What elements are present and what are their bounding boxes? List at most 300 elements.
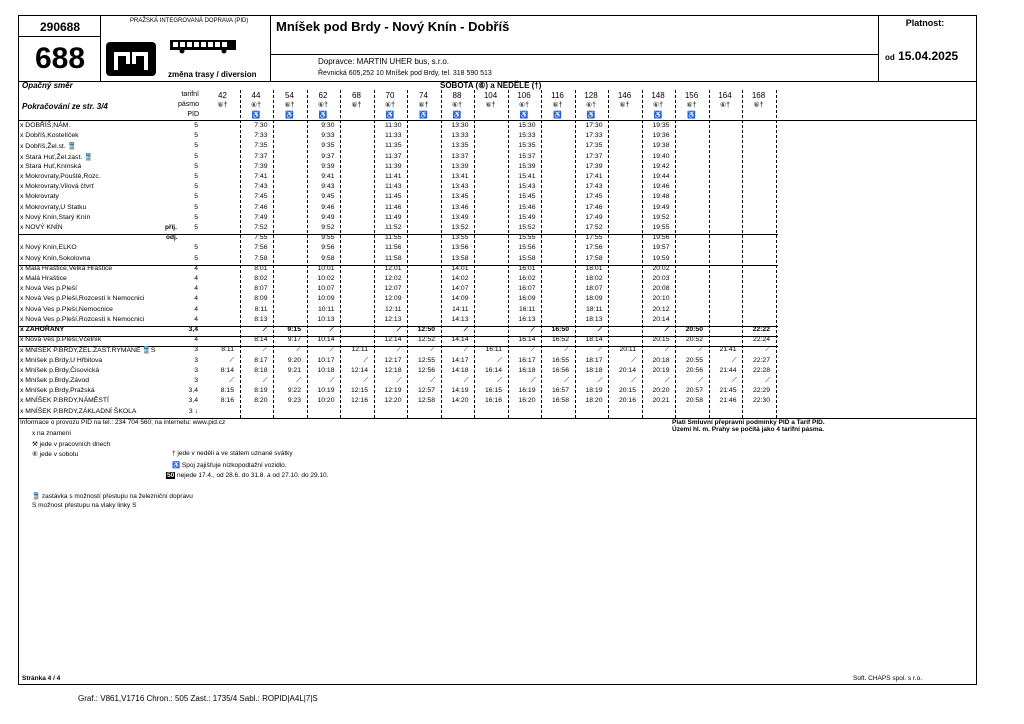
departure-time: 15:45 — [518, 193, 536, 201]
accessibility-icon: ♿ — [586, 112, 596, 119]
departure-time: ⟋ — [731, 377, 737, 384]
departure-time: 10:14 — [317, 336, 335, 344]
stop-zone: 3 — [194, 346, 198, 354]
stop-name: x Dobříš,Kostelíček — [20, 132, 79, 140]
departure-time: 9:39 — [321, 162, 335, 170]
stop-zone: 5 — [194, 224, 198, 231]
departure-time: 21:44 — [719, 366, 737, 374]
note-railway: 🚆 zastávka s možností přestupu na železniční dopravu — [32, 493, 193, 500]
departure-time: 15:30 — [518, 122, 536, 129]
departure-time: 20:08 — [652, 285, 670, 293]
departure-time: 9:33 — [321, 132, 335, 140]
stop-zone: 5 — [194, 122, 198, 129]
stop-zone: 3,4 — [188, 326, 198, 333]
departure-time: 9:56 — [321, 244, 335, 252]
departure-time: 14:20 — [451, 397, 469, 405]
departure-time: 12:11 — [384, 305, 402, 313]
pid-label: PID — [187, 111, 199, 118]
departure-time: 7:43 — [254, 183, 268, 191]
connection-days: ⑥† — [686, 102, 697, 109]
departure-time: 11:55 — [384, 234, 402, 242]
departure-time: 11:30 — [384, 122, 402, 129]
stop-zone: 3 ↓ — [188, 407, 198, 415]
departure-time: 18:19 — [585, 387, 603, 395]
departure-time: 22:30 — [752, 397, 770, 405]
departure-time: 15:58 — [518, 254, 536, 262]
departure-time: 20:10 — [652, 295, 670, 303]
departure-time: 20:52 — [685, 336, 703, 344]
departure-time: ⟋ — [262, 377, 268, 384]
departure-time: 19:48 — [652, 193, 670, 201]
departure-time: 9:41 — [321, 173, 335, 180]
days-title: SOBOTA (⑥) a NEDĚLE (†) — [440, 81, 542, 90]
departure-time: 8:18 — [254, 366, 268, 374]
line-code: 290688 — [39, 20, 81, 34]
departure-time: 15:37 — [518, 152, 536, 160]
departure-time: 9:23 — [287, 397, 301, 405]
connection-number: 68 — [352, 91, 361, 100]
departure-time: ⟋ — [463, 326, 469, 333]
departure-time: ⟋ — [564, 346, 569, 354]
departure-time: 15:49 — [518, 213, 536, 221]
departure-time: ⟋ — [463, 346, 469, 354]
departure-time: 13:46 — [451, 203, 469, 211]
connection-number: 106 — [517, 91, 531, 100]
departure-time: 15:56 — [518, 244, 536, 252]
departure-time: 9:37 — [321, 152, 335, 160]
departure-time: ⟋ — [765, 377, 770, 384]
departure-time: 10:07 — [317, 285, 335, 293]
divider — [100, 15, 101, 81]
connection-days: ⑥† — [351, 102, 362, 109]
departure-time: ⟋ — [396, 377, 402, 384]
departure-time: 10:17 — [317, 356, 335, 364]
departure-time: ⟋ — [597, 326, 603, 333]
departure-time: 7:41 — [254, 173, 268, 180]
departure-time: 17:49 — [585, 213, 603, 221]
departure-time: 12:57 — [417, 387, 435, 395]
departure-time: 16:19 — [518, 387, 536, 395]
departure-time: 12:11 — [351, 346, 368, 354]
connection-number: 164 — [718, 91, 732, 100]
accessibility-icon: ♿ — [519, 112, 529, 119]
departure-time: 9:52 — [321, 224, 335, 231]
pid-logo — [106, 42, 156, 76]
connection-number: 62 — [318, 91, 328, 100]
departure-time: 19:46 — [652, 183, 670, 191]
departure-time: 20:21 — [652, 397, 670, 405]
departure-time: 12:20 — [384, 397, 402, 405]
departure-time: 19:57 — [652, 244, 670, 252]
departure-time: 20:14 — [618, 366, 636, 374]
stop-name: x MNÍŠEK P.BRDY,ZÁKLADNÍ ŠKOLA — [20, 407, 137, 415]
departure-time: ⟋ — [497, 356, 502, 364]
stop-zone: 5 — [194, 132, 198, 140]
departure-time: 14:02 — [451, 275, 469, 282]
tariff-label: tarifní — [181, 91, 199, 98]
departure-time: ⟋ — [698, 346, 703, 354]
connection-days: ⑥† — [552, 102, 563, 109]
stop-zone: 5 — [194, 162, 198, 170]
carrier: Dopravce: MARTIN UHER bus, s.r.o. — [318, 57, 449, 66]
stop-zone: 3,4 — [188, 387, 198, 395]
departure-time: 9:55 — [321, 234, 335, 242]
departure-time: 12:52 — [417, 336, 435, 344]
connection-days: ⑥† — [217, 102, 228, 109]
departure-time: 15:43 — [518, 183, 536, 191]
departure-time: 22:24 — [752, 336, 770, 344]
departure-time: 13:55 — [451, 234, 469, 242]
stop-zone: 5 — [194, 142, 198, 150]
stop-name: x Nová Ves p.Pleší,Včelník — [20, 336, 102, 344]
stop-name: x Nová Ves p.Pleší,Rozcestí k Nemocnici — [20, 315, 145, 323]
departure-time: 11:37 — [384, 152, 402, 160]
departure-time: 15:39 — [518, 162, 536, 170]
departure-time: ⟋ — [530, 326, 536, 333]
departure-time: 16:15 — [484, 387, 502, 395]
connection-number: 44 — [251, 91, 261, 100]
departure-time: 8:11 — [221, 346, 234, 354]
departure-time: 8:07 — [254, 285, 268, 293]
departure-time: 12:17 — [384, 356, 402, 364]
departure-time: ⟋ — [396, 326, 402, 333]
departure-time: ⟋ — [296, 346, 301, 354]
departure-time: 10:02 — [317, 275, 335, 282]
departure-time: ⟋ — [329, 346, 335, 354]
stop-name: x NOVÝ KNÍN — [20, 224, 63, 231]
departure-time: ⟋ — [564, 377, 569, 384]
departure-time: 11:43 — [384, 183, 402, 191]
departure-time: 20:02 — [652, 264, 670, 272]
departure-time: 19:55 — [652, 224, 670, 231]
departure-time: 13:41 — [451, 173, 469, 180]
departure-time: 14:17 — [451, 356, 469, 364]
departure-time: ⟋ — [430, 377, 435, 384]
departure-time: 17:58 — [585, 254, 603, 262]
stop-zone: 4 — [194, 285, 198, 293]
accessibility-icon: ♿ — [385, 112, 395, 119]
departure-time: ⟋ — [430, 346, 435, 354]
departure-time: 16:14 — [518, 336, 536, 344]
departure-time: 12:07 — [384, 285, 402, 293]
departure-time: 17:39 — [585, 162, 603, 170]
departure-time: 7:35 — [254, 142, 268, 150]
accessibility-icon: ♿ — [251, 112, 261, 119]
departure-time: 13:33 — [451, 132, 469, 140]
stop-name: x Mokrovraty — [20, 193, 59, 201]
connection-days: ⑥† — [250, 102, 262, 109]
departure-time: 7:37 — [254, 152, 268, 160]
departure-time: ⟋ — [363, 377, 368, 384]
stop-name: x Nový Knín,Starý Knín — [20, 213, 91, 221]
departure-time: 10:09 — [317, 295, 335, 303]
connection-number: 148 — [651, 91, 665, 100]
departure-time: 18:18 — [585, 366, 603, 374]
validity-date: 15.04.2025 — [898, 49, 959, 63]
departure-time: ⟋ — [363, 356, 368, 364]
departure-time: 22:27 — [752, 356, 770, 364]
departure-time: ⟋ — [497, 377, 502, 384]
provider-name: PRAŽSKÁ INTEGROVANÁ DOPRAVA (PID) — [130, 18, 249, 24]
departure-time: 20:16 — [618, 397, 636, 405]
departure-time: 22:22 — [752, 326, 770, 333]
note-conditions: Platí Smluvní přepravní podmínky PID a Tarif PID. — [672, 419, 825, 426]
departure-time: 16:55 — [551, 356, 569, 364]
departure-time: 11:46 — [384, 203, 402, 211]
departure-time: 19:42 — [652, 162, 670, 170]
departure-time: 9:46 — [321, 203, 335, 211]
stop-zone: 5 — [194, 244, 198, 252]
departure-time: 17:43 — [585, 183, 603, 191]
note-workdays: ⚒ jede v pracovních dnech — [32, 441, 111, 448]
connection-number: 42 — [218, 91, 227, 100]
stop-zone: 5 — [194, 173, 198, 180]
departure-time: 16:56 — [551, 366, 569, 374]
departure-time: 9:43 — [321, 183, 335, 191]
departure-time: 19:40 — [652, 152, 670, 160]
note-sunday: † jede v neděli a ve státem uznané svátky — [172, 450, 293, 457]
bus-icon — [168, 38, 238, 54]
stop-name: x Stará Huť,Žel.zast. 🚆 — [20, 153, 93, 161]
departure-time: 19:52 — [652, 213, 670, 221]
departure-time: ⟋ — [731, 356, 737, 364]
stop-zone: 5 — [194, 183, 198, 191]
departure-time: ⟋ — [631, 377, 636, 384]
stop-name: x Mníšek p.Brdy,Čisovická — [20, 366, 100, 374]
departure-time: 12:18 — [384, 366, 402, 374]
connection-days: ⑥† — [518, 102, 530, 109]
departure-time: 16:52 — [551, 336, 569, 344]
departure-time: 9:30 — [321, 122, 335, 129]
line-number: 688 — [34, 42, 86, 75]
departure-time: 15:35 — [518, 142, 536, 150]
stop-zone: 3 — [194, 356, 198, 364]
departure-time: ⟋ — [664, 346, 670, 354]
departure-time: 8:16 — [220, 397, 234, 405]
departure-time: 8:14 — [220, 366, 234, 374]
departure-time: 8:17 — [254, 356, 268, 364]
departure-time: 15:33 — [518, 132, 536, 140]
stop-zone: 4 — [194, 275, 198, 282]
departure-time: 17:56 — [585, 244, 603, 252]
departure-time: 20:20 — [652, 387, 670, 395]
departure-time: 10:13 — [317, 315, 335, 323]
departure-time: 13:43 — [451, 183, 469, 191]
departure-time: 11:49 — [384, 213, 402, 221]
stop-zone: 5 — [194, 254, 198, 262]
note-prague-zones: Území hl. m. Prahy se počítá jako 4 tarifní pásma. — [672, 426, 825, 433]
stop-name: x DOBŘÍŠ,NÁM. — [20, 122, 71, 129]
departure-time: 16:20 — [518, 397, 536, 405]
departure-time: 9:45 — [321, 193, 335, 201]
departure-time: 13:30 — [451, 122, 469, 129]
departure-time: 13:39 — [451, 162, 469, 170]
departure-time: 12:02 — [384, 275, 402, 282]
connection-days: ⑥† — [284, 102, 295, 109]
departure-time: 16:14 — [484, 366, 502, 374]
departure-time: 13:49 — [451, 213, 469, 221]
note-lowfloor: ♿ Spoj zajišťuje nízkopodlažní vozidlo. — [172, 462, 287, 469]
departure-time: 13:37 — [451, 152, 469, 160]
departure-time: 21:45 — [719, 387, 737, 395]
departure-time: 20:56 — [685, 366, 703, 374]
stop-name: x Nový Knín,Sokolovna — [20, 254, 91, 262]
departure-time: 13:58 — [451, 254, 469, 262]
departure-time: 7:33 — [254, 132, 268, 140]
departure-time: ⟋ — [765, 346, 770, 354]
departure-time: 19:44 — [652, 173, 670, 180]
departure-time: 8:09 — [254, 295, 268, 303]
departure-time: 19:59 — [652, 254, 670, 262]
departure-time: 7:55 — [254, 234, 268, 242]
departure-time: 8:15 — [220, 387, 234, 395]
note-badge: 50 — [167, 472, 175, 479]
departure-time: 7:45 — [254, 193, 268, 201]
note-saturday: ⑥ jede v sobotu — [32, 451, 79, 458]
departure-time: 18:14 — [585, 336, 603, 344]
departure-time: 16:11 — [518, 305, 536, 313]
departure-time: 20:19 — [652, 366, 670, 374]
departure-time: 11:41 — [384, 173, 402, 180]
stop-name: x Stará Huť,Knínská — [20, 162, 82, 170]
departure-label: odj. — [166, 234, 178, 242]
stop-name: x Mníšek p.Brdy,Pražská — [20, 387, 95, 395]
note-not-running-text: nejede 17.4., od 28.6. do 31.8. a od 27.10. do 29.10. — [177, 472, 329, 479]
connection-days: ⑥† — [317, 102, 329, 109]
departure-time: 19:38 — [652, 142, 670, 150]
connection-number: 74 — [419, 91, 428, 100]
departure-time: ⟋ — [229, 356, 234, 364]
departure-time: 12:14 — [350, 366, 368, 374]
departure-time: 12:58 — [417, 397, 435, 405]
departure-time: 16:57 — [551, 387, 569, 395]
departure-time: 12:01 — [384, 264, 402, 272]
change-note: změna trasy / diversion — [168, 70, 257, 79]
stop-name: x Nový Knín,ELKO — [20, 244, 77, 252]
accessibility-icon: ♿ — [653, 112, 663, 119]
departure-time: ⟋ — [597, 346, 603, 354]
departure-time: 16:13 — [518, 315, 536, 323]
departure-time: 18:02 — [585, 275, 603, 282]
departure-time: 11:39 — [384, 162, 402, 170]
departure-time: ⟋ — [530, 377, 536, 384]
departure-time: 20:11 — [619, 346, 636, 354]
departure-time: 14:14 — [451, 336, 469, 344]
departure-time: 15:46 — [518, 203, 536, 211]
page-number: Stránka 4 / 4 — [22, 675, 61, 682]
departure-time: 15:41 — [518, 173, 536, 180]
departure-time: 7:46 — [254, 203, 268, 211]
departure-time: ⟋ — [262, 346, 268, 354]
departure-time: ⟋ — [664, 377, 670, 384]
software-credit: Soft. CHAPS spol. s r.o. — [853, 675, 922, 682]
accessibility-icon: ♿ — [553, 112, 562, 119]
departure-time: 9:35 — [321, 142, 335, 150]
stop-zone: 3 — [194, 366, 198, 374]
departure-time: 13:52 — [451, 224, 469, 231]
departure-time: 20:12 — [652, 305, 670, 313]
departure-time: 8:02 — [254, 275, 268, 282]
note-s-train: S možnost přestupu na vlaky linky S — [32, 502, 137, 509]
stop-zone: 5 — [194, 152, 198, 160]
departure-time: 9:21 — [287, 366, 301, 374]
validity-value — [885, 49, 958, 63]
validity-prefix: od — [885, 53, 895, 62]
accessibility-icon: ♿ — [687, 112, 696, 119]
departure-time: 10:20 — [317, 397, 335, 405]
departure-time: 18:17 — [585, 356, 603, 364]
connection-number: 128 — [584, 91, 598, 100]
departure-time: 20:03 — [652, 275, 670, 282]
stop-name: x MNÍŠEK P.BRDY,ŽEL.ZAST.RYMANĚ 🚆S — [20, 347, 156, 355]
departure-time: 18:13 — [585, 315, 603, 323]
departure-time: 14:01 — [451, 264, 469, 272]
departure-time: 9:17 — [287, 336, 301, 344]
departure-time: 17:45 — [585, 193, 603, 201]
departure-time: 22:28 — [752, 366, 770, 374]
departure-time: 16:09 — [518, 295, 536, 303]
departure-time: 9:58 — [321, 254, 335, 262]
connection-days: ⑥† — [451, 102, 463, 109]
departure-time: 12:15 — [350, 387, 368, 395]
departure-time: 20:55 — [685, 356, 703, 364]
note-not-running — [166, 472, 328, 479]
departure-time: 9:20 — [287, 356, 301, 364]
accessibility-icon: ♿ — [318, 112, 328, 119]
validity-label: Platnost: — [905, 18, 945, 28]
connection-number: 70 — [385, 91, 395, 100]
arrival-label: příj. — [165, 224, 177, 231]
departure-time: 8:01 — [254, 264, 268, 272]
connection-days: ⑥† — [585, 102, 597, 109]
departure-time: 21:46 — [719, 397, 737, 405]
departure-time: 16:17 — [518, 356, 536, 364]
departure-time: ⟋ — [530, 346, 536, 354]
connection-days: ⑥† — [719, 102, 731, 109]
departure-time: 17:46 — [585, 203, 603, 211]
departure-time: 17:37 — [585, 152, 603, 160]
divider — [270, 15, 271, 81]
departure-time: 10:19 — [317, 387, 335, 395]
departure-time: 8:19 — [254, 387, 268, 395]
connection-days: ⑥† — [619, 102, 630, 109]
departure-time: 7:56 — [254, 244, 268, 252]
connection-number: 104 — [483, 91, 498, 100]
departure-time: 7:39 — [254, 162, 268, 170]
connection-days: ⑥† — [753, 102, 764, 109]
departure-time: 13:45 — [451, 193, 469, 201]
direction-label: Opačný směr — [22, 81, 73, 90]
zone-label: pásmo — [177, 101, 199, 108]
departure-time: 12:16 — [350, 397, 368, 405]
stop-zone: 4 — [194, 315, 198, 323]
stop-name: x ZAHOŘANY — [20, 326, 65, 333]
departure-time: 16:11 — [485, 346, 502, 354]
stop-name: x Mníšek p.Brdy,Závod — [20, 377, 90, 384]
stop-name: x Mníšek p.Brdy,U Hřbitova — [20, 356, 103, 364]
departure-time: 7:49 — [254, 213, 268, 221]
departure-time: 20:15 — [652, 336, 670, 344]
departure-time: 19:36 — [652, 132, 670, 140]
departure-time: 20:57 — [685, 387, 703, 395]
departure-time: 17:52 — [585, 224, 603, 231]
departure-time: 13:56 — [451, 244, 469, 252]
departure-time: 10:01 — [317, 264, 335, 272]
departure-time: 16:02 — [518, 275, 536, 282]
departure-time: 14:11 — [451, 305, 469, 313]
departure-time: 22:29 — [752, 387, 770, 395]
departure-time: 20:50 — [685, 326, 703, 333]
